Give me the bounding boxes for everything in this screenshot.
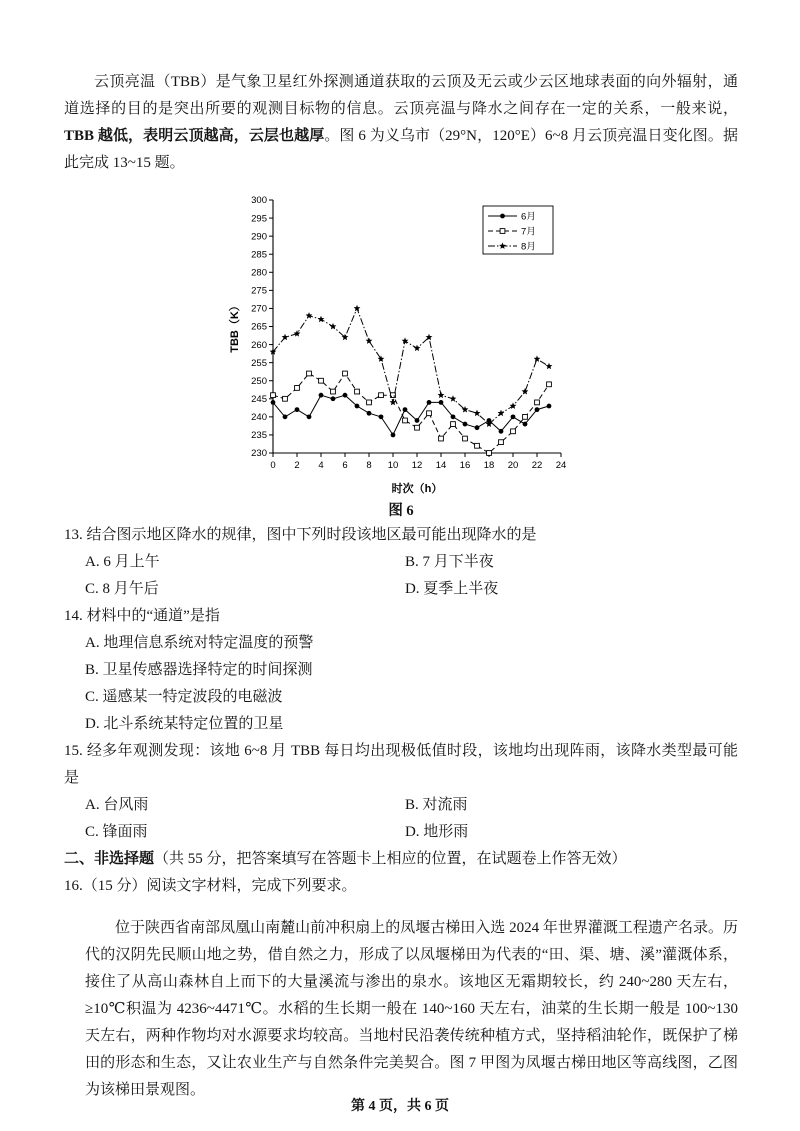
- svg-text:时次（h）: 时次（h）: [391, 483, 443, 495]
- question-13-stem: 13. 结合图示地区降水的规律，图中下列时段该地区最可能出现降水的是: [64, 527, 537, 543]
- svg-text:6月: 6月: [521, 211, 536, 223]
- section-2-heading: [64, 846, 738, 873]
- question-14-stem: 14. 材料中的“通道”是指: [64, 608, 220, 624]
- svg-text:8: 8: [366, 460, 372, 471]
- svg-text:240: 240: [251, 412, 267, 424]
- svg-text:2: 2: [294, 460, 300, 471]
- svg-text:245: 245: [251, 393, 267, 405]
- question-16-stem: 16.（15 分）阅读文字材料，完成下列要求。: [64, 878, 357, 894]
- section-2-title: 二、非选择题: [64, 851, 155, 867]
- intro-text-bold: TBB 越低，表明云顶越高，云层也越厚: [64, 128, 325, 144]
- question-16: [64, 873, 738, 1104]
- svg-text:6: 6: [342, 460, 348, 471]
- svg-text:12: 12: [411, 460, 423, 471]
- question-14-options: [64, 630, 738, 738]
- question-15-option-a: A. 台风雨: [85, 797, 149, 813]
- svg-text:20: 20: [507, 460, 519, 471]
- question-14: [64, 603, 738, 738]
- svg-text:260: 260: [251, 339, 267, 351]
- question-15-option-d: D. 地形雨: [404, 824, 469, 840]
- question-13-option-b: B. 7 月下半夜: [404, 554, 494, 570]
- question-13-option-c: C. 8 月午后: [85, 581, 159, 597]
- svg-text:10: 10: [387, 460, 399, 471]
- intro-text-2: 。图 6 为义乌市（29°N，120°E）6~8 月云顶亮温日变化图。据此完成 13~15 题。: [64, 128, 738, 171]
- question-15-options: [64, 792, 738, 846]
- svg-text:270: 270: [251, 303, 267, 315]
- svg-text:8月: 8月: [521, 241, 536, 253]
- question-14-option-b: B. 卫星传感器选择特定的时间探测: [85, 662, 313, 678]
- svg-text:4: 4: [318, 460, 324, 471]
- svg-text:255: 255: [251, 357, 267, 369]
- svg-text:300: 300: [251, 195, 267, 207]
- svg-text:16: 16: [459, 460, 471, 471]
- svg-text:18: 18: [483, 460, 495, 471]
- question-13: [64, 522, 738, 603]
- question-15-stem: 15. 经多年观测发现：该地 6~8 月 TBB 每日均出现极低值时段，该地均出现阵雨，该降水类型最可能是: [64, 743, 738, 786]
- svg-text:TBB（K）: TBB（K）: [229, 300, 241, 353]
- svg-text:235: 235: [251, 430, 267, 442]
- svg-text:24: 24: [555, 460, 567, 471]
- svg-text:22: 22: [531, 460, 543, 471]
- svg-text:14: 14: [435, 460, 447, 471]
- svg-text:250: 250: [251, 375, 267, 387]
- question-14-option-a: A. 地理信息系统对特定温度的预警: [85, 635, 314, 651]
- figure-6-caption: 图 6: [388, 503, 414, 519]
- question-15-option-c: C. 锋面雨: [85, 824, 148, 840]
- question-13-option-a: A. 6 月上午: [85, 554, 160, 570]
- svg-text:285: 285: [251, 249, 267, 261]
- question-15-option-b: B. 对流雨: [404, 797, 468, 813]
- svg-text:275: 275: [251, 285, 267, 297]
- svg-text:290: 290: [251, 231, 267, 243]
- figure-6: [64, 192, 738, 520]
- question-13-option-d: D. 夏季上半夜: [404, 581, 499, 597]
- svg-text:230: 230: [251, 448, 267, 460]
- page-footer: 第 4 页，共 6 页: [351, 1099, 449, 1114]
- svg-text:7月: 7月: [521, 226, 536, 238]
- tbb-line-chart: [227, 192, 575, 497]
- question-15: [64, 738, 738, 846]
- question-13-options: [64, 549, 738, 603]
- question-14-option-c: C. 遥感某一特定波段的电磁波: [85, 689, 283, 705]
- question-14-option-d: D. 北斗系统某特定位置的卫星: [85, 716, 284, 732]
- svg-text:265: 265: [251, 321, 267, 333]
- question-16-body: 位于陕西省南部凤凰山南麓山前冲积扇上的凤堰古梯田入选 2024 年世界灌溉工程遗产名录。历代的汉阴先民顺山地之势，借自然之力，形成了以凤堰梯田为代表的“田、渠、塘、溪”灌溉体系，接住了从高山森林自上而下的大量溪流与渗出的泉水。该地区无霜期较长，约 240~280 天左右，≥10℃积温为 4236~4471℃。水稻的生长期一般在 140~160 天左右，油菜的生长期一般是 100~130 天左右，两种作物均对水源要求均较高。当地村民沿袭传统种植方式，坚持稻油轮作，既保护了梯田的形态和生态，又让农业生产与自然条件完美契合。图 7 甲图为凤堰古梯田地区等高线图，乙图为该梯田景观图。: [85, 920, 738, 1098]
- intro-text-1: 云顶亮温（TBB）是气象卫星红外探测通道获取的云顶及无云或少云区地球表面的向外辐射，通道选择的目的是突出所要的观测目标物的信息。云顶亮温与降水之间存在一定的关系，一般来说，: [64, 74, 738, 117]
- intro-paragraph: [64, 69, 738, 177]
- section-2-note: （共 55 分，把答案填写在答题卡上相应的位置，在试题卷上作答无效）: [154, 851, 627, 867]
- svg-text:0: 0: [270, 460, 276, 471]
- svg-text:280: 280: [251, 267, 267, 279]
- svg-text:295: 295: [251, 213, 267, 225]
